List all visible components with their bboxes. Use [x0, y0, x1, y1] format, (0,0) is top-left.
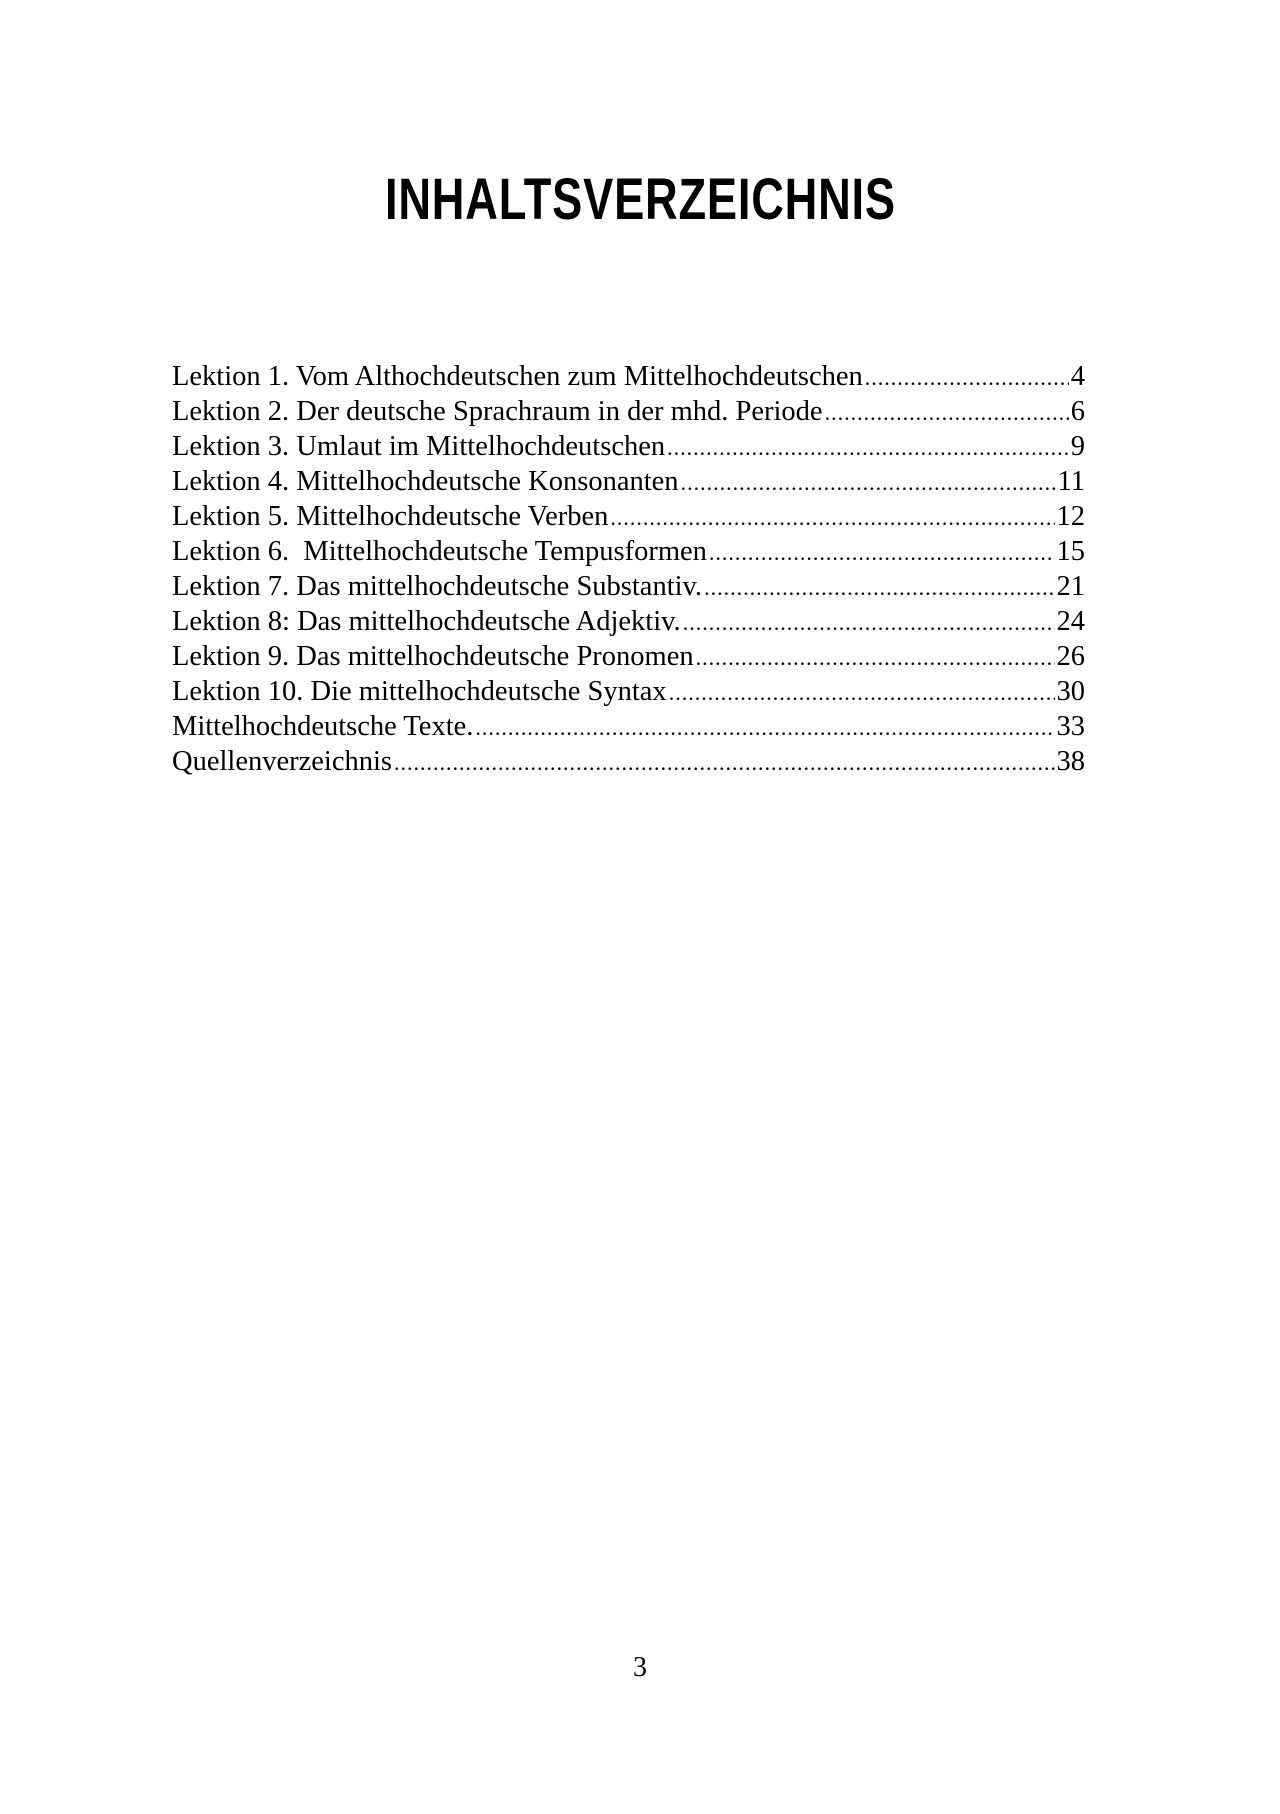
toc-entry-page: 38 — [1056, 746, 1085, 777]
toc-entry-page: 11 — [1057, 466, 1085, 497]
toc-entry-title: Quellenverzeichnis — [172, 746, 392, 777]
toc-entry-title: Lektion 10. Die mittelhochdeutsche Syntax — [172, 676, 667, 707]
toc-dot-leader — [696, 640, 1055, 674]
toc-dot-leader — [475, 710, 1054, 744]
toc-entry-page: 6 — [1070, 396, 1085, 427]
toc-entry-title: Lektion 4. Mittelhochdeutsche Konsonanten — [172, 466, 679, 497]
page-number: 3 — [633, 1652, 647, 1683]
toc-entry[interactable] — [172, 744, 1085, 779]
toc-entry[interactable] — [172, 429, 1085, 464]
toc-entry-title: Lektion 8: Das mittelhochdeutsche Adjektiv. — [172, 606, 681, 637]
toc-entry[interactable] — [172, 499, 1085, 534]
toc-entry-title: Lektion 3. Umlaut im Mittelhochdeutschen — [172, 431, 666, 462]
toc-dot-leader — [667, 430, 1069, 464]
toc-entry[interactable] — [172, 569, 1085, 604]
toc-entry[interactable] — [172, 674, 1085, 709]
toc-dot-leader — [394, 745, 1055, 779]
toc-dot-leader — [669, 675, 1055, 709]
toc-entry-title: Lektion 2. Der deutsche Sprachraum in der mhd. Periode — [172, 396, 823, 427]
toc-entry-title: Mittelhochdeutsche Texte. — [172, 711, 474, 742]
toc-dot-leader — [825, 395, 1069, 429]
toc-entry-page: 24 — [1056, 606, 1085, 637]
toc-dot-leader — [610, 500, 1054, 534]
toc-entry[interactable] — [172, 464, 1085, 499]
toc-entry-page: 4 — [1070, 361, 1085, 392]
toc-entry-page: 9 — [1070, 431, 1085, 462]
toc-entry-page: 12 — [1056, 501, 1085, 532]
page-title: INHALTSVERZEICHNIS — [385, 167, 896, 232]
toc-entry-title: Lektion 9. Das mittelhochdeutsche Pronomen — [172, 641, 694, 672]
toc-dot-leader — [704, 570, 1054, 604]
toc-entry-title: Lektion 5. Mittelhochdeutsche Verben — [172, 501, 609, 532]
toc-entry[interactable] — [172, 639, 1085, 674]
toc-entry-page: 33 — [1056, 711, 1085, 742]
toc-entry-page: 30 — [1056, 676, 1085, 707]
toc-entry-title: Lektion 1. Vom Althochdeutschen zum Mittelhochdeutschen — [172, 361, 863, 392]
toc-dot-leader — [683, 605, 1055, 639]
toc-entry-page: 21 — [1056, 571, 1085, 602]
toc-entry-title: Lektion 7. Das mittelhochdeutsche Substantiv. — [172, 571, 703, 602]
toc-dot-leader — [865, 360, 1069, 394]
toc-entry-page: 26 — [1056, 641, 1085, 672]
toc-entry-page: 15 — [1056, 536, 1085, 567]
toc-entry[interactable] — [172, 709, 1085, 744]
toc-dot-leader — [709, 535, 1055, 569]
toc-dot-leader — [681, 465, 1056, 499]
toc-entry-title: Lektion 6. Mittelhochdeutsche Tempusformen — [172, 536, 707, 567]
toc-entry[interactable] — [172, 394, 1085, 429]
table-of-contents — [172, 359, 1085, 779]
toc-entry[interactable] — [172, 604, 1085, 639]
toc-entry[interactable] — [172, 359, 1085, 394]
toc-entry[interactable] — [172, 534, 1085, 569]
